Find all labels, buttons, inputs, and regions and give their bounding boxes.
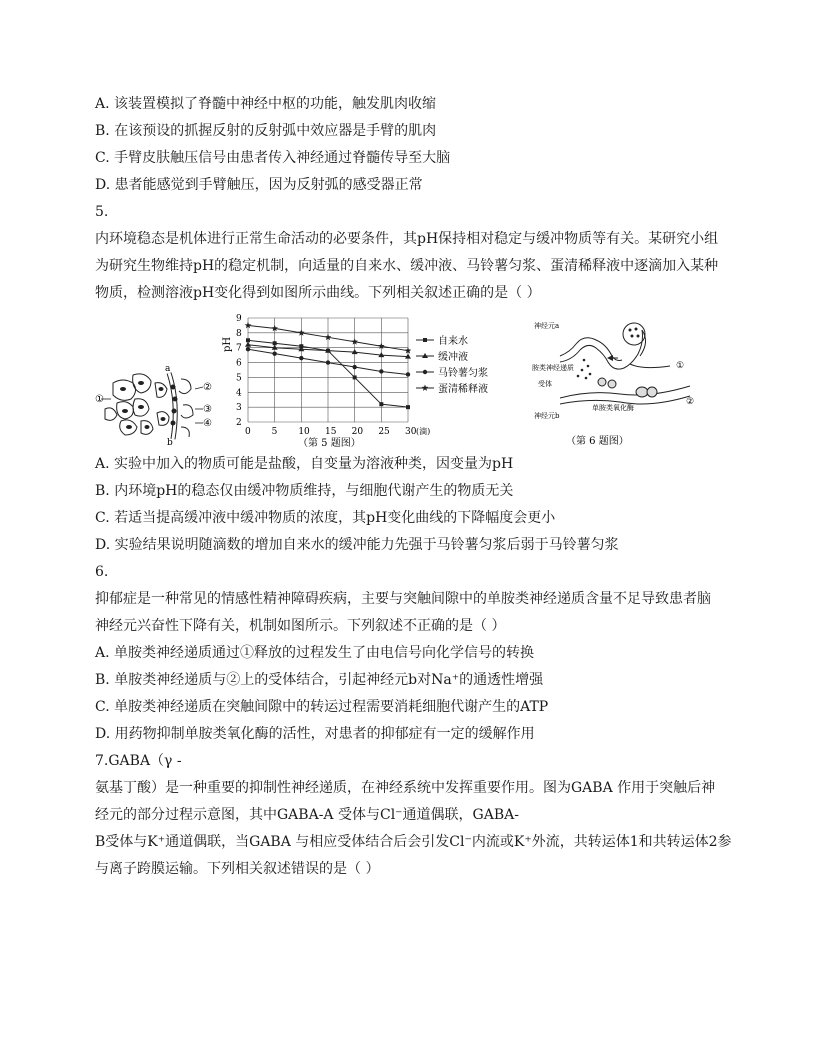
chart-ytick-label: 5: [236, 373, 242, 384]
chart-point: [326, 360, 330, 364]
chart-point: [422, 385, 429, 391]
fig4-label-b: b: [167, 438, 173, 445]
chart-ylabel: pH: [222, 336, 233, 352]
fig6-label-receptor: 受体: [538, 380, 552, 388]
q5-option-a: A. 实验中加入的物质可能是盐酸，自变量为溶液种类，因变量为pH: [95, 456, 514, 472]
q5-option-d: D. 实验结果说明随滴数的增加自来水的缓冲能力先强于马铃薯匀浆后弱于马铃薯匀浆: [95, 537, 619, 553]
q6-option-a: A. 单胺类神经递质通过①释放的过程发生了由电信号向化学信号的转换: [95, 645, 535, 661]
chart-point: [353, 375, 357, 379]
chart-grid: [248, 318, 408, 422]
q6-number: 6.: [95, 564, 109, 580]
fig4-label-a: a: [165, 365, 171, 374]
q6-stem-line-1: 抑郁症是一种常见的情感性精神障碍疾病，主要与突触间隙中的单胺类神经递质含量不足导致患者脑: [95, 591, 711, 607]
chart-ytick-label: 4: [236, 388, 242, 399]
fig6-label-neuron-b: 神经元b: [534, 412, 560, 420]
q7-line-1: 7.GABA（γ -: [95, 753, 182, 769]
chart-point: [245, 342, 251, 347]
figure-q4-tissue: [95, 365, 215, 445]
fig4-label-3: ③: [203, 404, 212, 415]
chart-point: [246, 347, 250, 351]
q4-option-a: A. 该装置模拟了脊髓中神经中枢的功能，触发肌肉收缩: [95, 96, 437, 112]
q4-option-c: C. 手臂皮肤触压信号由患者传入神经通过脊髓传导至大脑: [95, 150, 451, 166]
figure-q6-synapse: [530, 318, 710, 448]
chart-point: [246, 338, 250, 342]
fig6-caption: （第 6 题图）: [566, 436, 629, 447]
q7-line-2: 氨基丁酸）是一种重要的抑制性神经递质，在神经系统中发挥重要作用。图为GABA 作用于突触后神: [95, 780, 716, 796]
chart-point: [406, 405, 410, 409]
chart-ytick-label: 3: [236, 403, 242, 414]
chart-point: [273, 341, 277, 345]
fig4-label-2: ②: [203, 382, 212, 393]
chart-ytick-label: 6: [236, 358, 242, 369]
chart-caption: （第 5 题图）: [298, 438, 361, 448]
chart-point: [406, 372, 410, 376]
fig6-label-transmitter: 胺类神经递质: [532, 364, 574, 372]
q5-number: 5.: [95, 204, 109, 220]
q5-stem-line-1: 内环境稳态是机体进行正常生命活动的必要条件，其pH保持相对稳定与缓冲物质等有关。某研究小组: [95, 231, 719, 247]
q4-option-b: B. 在该预设的抓握反射的反射弧中效应器是手臂的肌肉: [95, 123, 437, 139]
fig6-mark-1: ①: [676, 361, 685, 371]
chart-ytick-label: 8: [236, 328, 242, 339]
chart-legend-label: 马铃薯匀浆: [438, 368, 488, 379]
chart-point: [379, 369, 383, 373]
chart-xtick-label: 5: [271, 427, 278, 437]
chart-xtick-label: 15: [325, 427, 337, 437]
chart-point: [299, 356, 303, 360]
q7-line-5: 与离子跨膜运输。下列相关叙述错误的是（ ）: [95, 861, 380, 877]
chart-point: [379, 402, 383, 406]
chart-xtick-label: 10: [298, 427, 310, 437]
fig6-label-enzyme: 单胺类氧化酶: [592, 404, 634, 412]
chart-xtick-label: 20: [351, 427, 364, 437]
chart-point: [423, 370, 427, 374]
figure-q5-chart: [222, 310, 500, 448]
q7-line-3: 经元的部分过程示意图，其中GABA-A 受体与Cl⁻通道偶联，GABA-: [95, 807, 519, 823]
chart-point: [352, 365, 356, 369]
q6-option-d: D. 用药物抑制单胺类氧化酶的活性，对患者的抑郁症有一定的缓解作用: [95, 726, 535, 742]
chart-legend-label: 缓冲液: [438, 352, 468, 363]
q5-option-b: B. 内环境pH的稳态仅由缓冲物质维持，与细胞代谢产生的物质无关: [95, 483, 514, 499]
fig4-label-1: ①: [95, 394, 104, 405]
chart-legend-label: 蛋清稀释液: [438, 384, 488, 395]
chart-xtick-label: 30: [405, 427, 417, 437]
chart-ticks: [236, 314, 430, 437]
q6-option-b: B. 单胺类神经递质与②上的受体结合，引起神经元b对Na⁺的通透性增强: [95, 672, 544, 688]
chart-xtick-label: 25: [378, 427, 390, 437]
chart-point: [272, 351, 276, 355]
fig6-mark-2: ②: [686, 397, 695, 407]
chart-ytick-label: 9: [236, 314, 242, 324]
chart-ytick-label: 7: [236, 343, 242, 354]
fig6-label-neuron-a: 神经元a: [534, 322, 560, 330]
q6-option-c: C. 单胺类神经递质在突触间隙中的转运过程需要消耗细胞代谢产生的ATP: [95, 699, 549, 715]
chart-point: [423, 338, 427, 342]
chart-xtick-label: 0: [245, 427, 251, 437]
chart-legend-label: 自来水: [438, 336, 468, 347]
fig4-label-4: ④: [203, 418, 212, 429]
q5-option-c: C. 若适当提高缓冲液中缓冲物质的浓度，其pH变化曲线的下降幅度会更小: [95, 510, 556, 526]
q7-line-4: B受体与K⁺通道偶联，当GABA 与相应受体结合后会引发Cl⁻内流或K⁺外流，共转运体1和共转运体2参: [95, 834, 732, 850]
q5-stem-line-3: 物质，检测溶液pH变化得到如图所示曲线。下列相关叙述正确的是（ ）: [95, 285, 541, 301]
q4-option-d: D. 患者能感觉到手臂触压，因为反射弧的感受器正常: [95, 177, 423, 193]
chart-legend: [416, 334, 488, 395]
q6-stem-line-2: 神经元兴奋性下降有关，机制如图所示。下列叙述不正确的是（ ）: [95, 618, 506, 634]
q5-stem-line-2: 为研究生物维持pH的稳定机制，向适量的自来水、缓冲液、马铃薯匀浆、蛋清稀释液中逐滴加入某种: [95, 258, 719, 274]
chart-xlabel: (滴): [416, 427, 431, 436]
chart-ytick-label: 2: [236, 418, 242, 428]
